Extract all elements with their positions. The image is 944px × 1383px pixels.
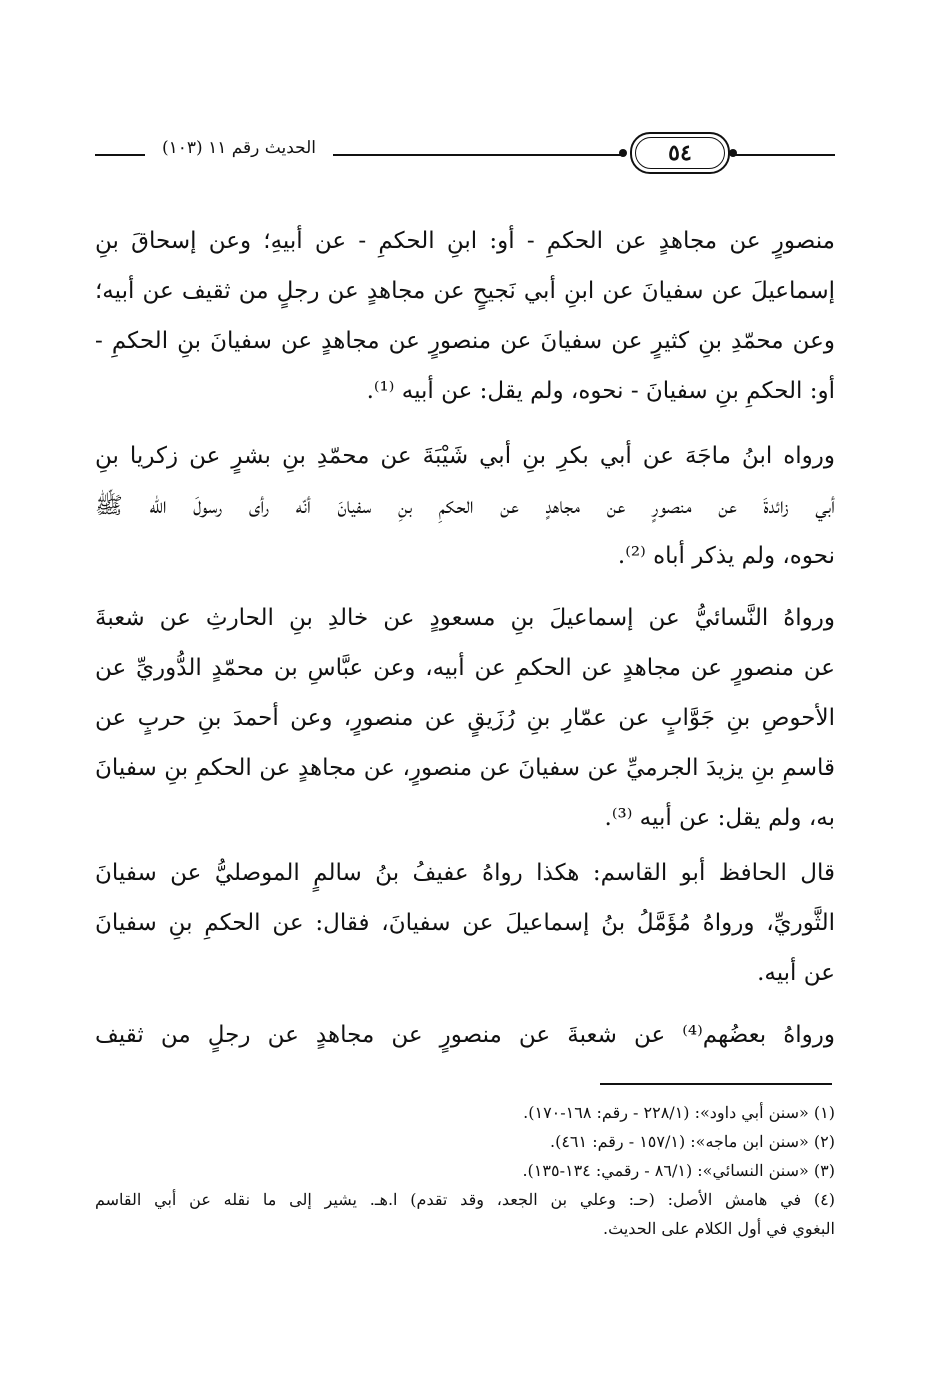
footnote-line: البغوي في أول الكلام على الحديث. — [603, 1219, 835, 1238]
paragraph-1 — [95, 216, 835, 416]
text-line: أو: الحكمِ بنِ سفيانَ - نحوه، ولم يقل: عن أبيه ⁽¹⁾. — [366, 378, 835, 404]
text-line: نحوه، ولم يذكر أباه ⁽²⁾. — [617, 543, 835, 569]
paragraph-4 — [95, 848, 835, 998]
text-line: ورواهُ النَّسائيُّ عن إسماعيلَ بنِ مسعودٍ عن خالدِ بنِ الحارثِ عن شعبةَ — [95, 605, 835, 631]
text-line: ورواهُ بعضُهم⁽⁴⁾ عن شعبةَ عن منصورٍ عن مجاهدٍ عن رجلٍ من ثقيف — [95, 1022, 835, 1048]
text-line: به، ولم يقل: عن أبيه ⁽³⁾. — [604, 805, 835, 831]
header-rule-left-outer — [95, 154, 145, 156]
paragraph-3 — [95, 593, 835, 843]
page-number: ٥٤ — [668, 140, 692, 166]
footnote-separator — [600, 1083, 832, 1085]
text-line: ورواه ابنُ ماجَهَ عن أبي بكرِ بنِ أبي شَيْبَةَ عن محمّدِ بنِ بشرٍ عن زكريا بنِ — [95, 443, 835, 469]
text-line: عن منصورٍ عن مجاهدٍ عن الحكمِ عن أبيه، وعن عبَّاسِ بن محمّدٍ الدُّوريِّ عن — [95, 655, 835, 681]
header-rule-right — [735, 154, 835, 156]
text-line: أبي زائدةَ عن منصورٍ عن مجاهدٍ عن الحكمِ بنِ سفيانَ أنّه رأى رسولَ الله ﷺ — [95, 493, 835, 519]
footnote-1: (١) «سنن أبي داود»: (٢٢٨/١ - رقم: ١٦٨-١٧٠). — [523, 1103, 835, 1122]
text-line: منصورٍ عن مجاهدٍ عن الحكمِ - أو: ابنِ الحكمِ - عن أبيهِ؛ وعن إسحاقَ بنِ — [95, 228, 835, 254]
footnote-3: (٣) «سنن النسائي»: (٨٦/١ - رقمي: ١٣٤-١٣٥). — [522, 1161, 835, 1180]
paragraph-2 — [95, 431, 835, 581]
running-title: الحديث رقم ١١ (١٠٣) — [161, 138, 317, 158]
page-header — [95, 128, 835, 184]
text-line: قال الحافظ أبو القاسم: هكذا رواهُ عفيفُ بنُ سالمٍ الموصليُّ عن سفيانَ — [95, 860, 835, 886]
footnote-2: (٢) «سنن ابن ماجه»: (١٥٧/١ - رقم: ٤٦١). — [550, 1132, 835, 1151]
text-line: الأحوصِ بنِ جَوَّابٍ عن عمّارِ بنِ رُزَيقٍ عن منصورٍ، وعن أحمدَ بنِ حربٍ عن — [95, 705, 835, 731]
text-line: إسماعيلَ عن سفيانَ عن ابنِ أبي نَجيحٍ عن مجاهدٍ عن رجلٍ من ثقيف عن أبيه؛ — [95, 278, 835, 304]
footnotes — [95, 1098, 835, 1243]
paragraph-5 — [95, 1010, 835, 1060]
text-line: قاسمِ بنِ يزيدَ الجرميِّ عن سفيانَ عن منصورٍ، عن مجاهدٍ عن الحكمِ بنِ سفيانَ — [95, 755, 835, 781]
text-line: عن أبيه. — [757, 960, 835, 986]
header-ornament-dot-left — [619, 149, 627, 157]
page-number-frame — [630, 132, 730, 174]
text-line: وعن محمّدِ بنِ كثيرٍ عن سفيانَ عن منصورٍ عن مجاهدٍ عن سفيانَ بنِ الحكمِ - — [95, 328, 835, 354]
footnote-line: (٤) في هامش الأصل: (حـ: وعلي بن الجعد، وقد تقدم) ا.هـ. يشير إلى ما نقله عن أبي القاسم — [95, 1190, 835, 1209]
text-line: الثَّوريِّ، ورواهُ مُؤَمَّلُ بنُ إسماعيلَ عن سفيانَ، فقال: عن الحكمِ بنِ سفيانَ — [95, 910, 835, 936]
footnote-4 — [95, 1185, 835, 1243]
header-rule-left-inner — [333, 154, 625, 156]
